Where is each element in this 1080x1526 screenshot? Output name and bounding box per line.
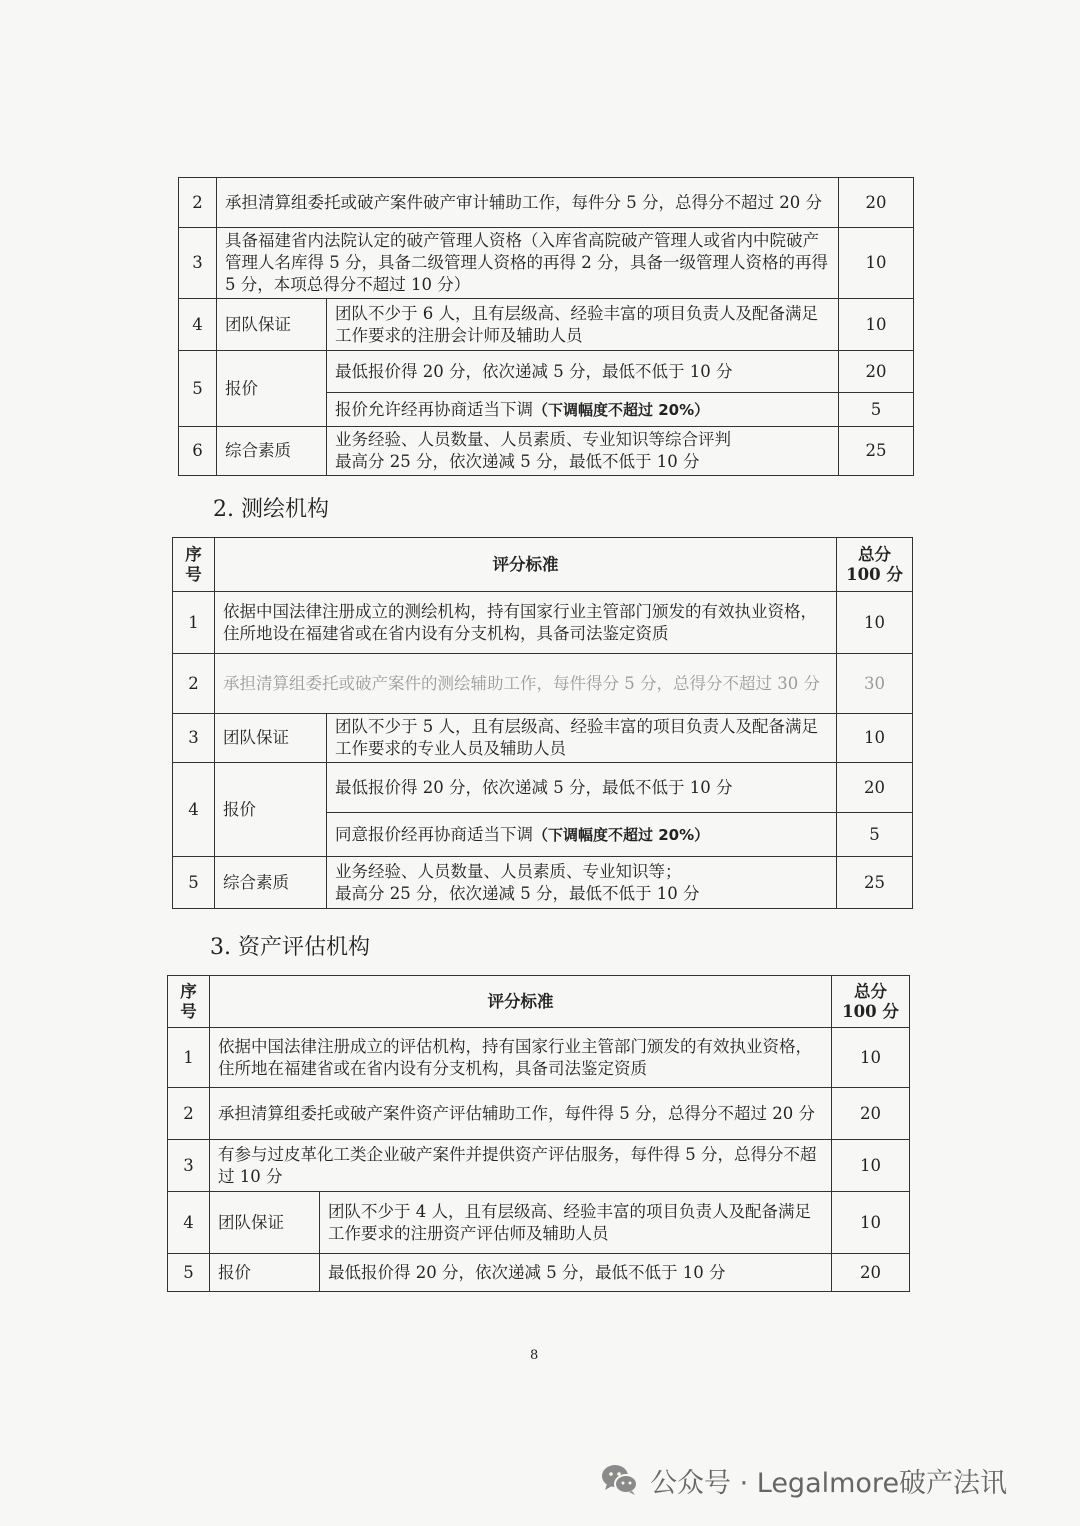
category-cell: 报价 xyxy=(210,1254,320,1292)
score-cell: 25 xyxy=(837,857,913,909)
score-cell: 10 xyxy=(837,714,913,763)
row-number: 1 xyxy=(168,1028,210,1088)
header-criteria: 评分标准 xyxy=(215,538,837,592)
table-row xyxy=(173,763,913,813)
criteria-cell: 依据中国法律注册成立的测绘机构，持有国家行业主管部门颁发的有效执业资格，住所地设在福建省或在省内设有分支机构，具备司法鉴定资质 xyxy=(215,592,837,654)
row-number: 2 xyxy=(173,654,215,714)
row-number: 4 xyxy=(173,763,215,857)
score-cell: 30 xyxy=(837,654,913,714)
criteria-cell: 团队不少于 5 人，且有层级高、经验丰富的项目负责人及配备满足工作要求的专业人员及辅助人员 xyxy=(327,714,837,763)
table-row xyxy=(179,228,914,299)
surveying-scoring-table xyxy=(172,537,913,909)
criteria-emphasis: （下调幅度不超过 20%） xyxy=(533,825,710,844)
header-number: 序 号 xyxy=(173,538,215,592)
row-number: 5 xyxy=(168,1254,210,1292)
criteria-text: 报价允许经再协商适当下调 xyxy=(335,399,533,419)
wechat-icon xyxy=(600,1463,640,1497)
watermark-text: 公众号 · Legalmore破产法讯 xyxy=(650,1467,1008,1499)
category-cell: 团队保证 xyxy=(215,714,327,763)
criteria-line: 最高分 25 分，依次递减 5 分，最低不低于 10 分 xyxy=(335,883,700,903)
criteria-cell: 最低报价得 20 分，依次递减 5 分，最低不低于 10 分 xyxy=(320,1254,832,1292)
row-number: 5 xyxy=(173,857,215,909)
table-row xyxy=(168,1088,910,1140)
criteria-cell: 具备福建省内法院认定的破产管理人资格（入库省高院破产管理人或省内中院破产管理人名库得 5 分，具备二级管理人资格的再得 2 分，具备一级管理人资格的再得 5 分，本项总得分不超过 10 分） xyxy=(217,228,839,299)
criteria-emphasis: （下调幅度不超过 20%） xyxy=(533,400,710,419)
row-number: 5 xyxy=(179,351,217,427)
criteria-text: 同意报价经再协商适当下调 xyxy=(335,824,533,844)
category-cell: 报价 xyxy=(215,763,327,857)
header-criteria: 评分标准 xyxy=(210,976,832,1028)
table-row xyxy=(173,857,913,909)
score-cell: 20 xyxy=(832,1254,910,1292)
table-header-row xyxy=(173,538,913,592)
table-row xyxy=(173,592,913,654)
score-cell: 10 xyxy=(832,1140,910,1192)
criteria-cell: 最低报价得 20 分，依次递减 5 分，最低不低于 10 分 xyxy=(327,351,839,393)
row-number: 2 xyxy=(168,1088,210,1140)
score-cell: 10 xyxy=(839,228,914,299)
criteria-cell: 有参与过皮革化工类企业破产案件并提供资产评估服务，每件得 5 分，总得分不超过 10 分 xyxy=(210,1140,832,1192)
table-row xyxy=(179,351,914,393)
row-number: 4 xyxy=(179,299,217,351)
header-number: 序 号 xyxy=(168,976,210,1028)
section-title-asset-appraisal: 3. 资产评估机构 xyxy=(210,935,370,960)
table-header-row xyxy=(168,976,910,1028)
criteria-cell: 承担清算组委托或破产案件的测绘辅助工作，每件得分 5 分，总得分不超过 30 分 xyxy=(215,654,837,714)
table-row xyxy=(173,714,913,763)
table-row xyxy=(168,1192,910,1254)
score-cell: 10 xyxy=(832,1028,910,1088)
criteria-cell: 承担清算组委托或破产案件资产评估辅助工作，每件得 5 分，总得分不超过 20 分 xyxy=(210,1088,832,1140)
row-number: 6 xyxy=(179,427,217,476)
criteria-cell xyxy=(327,857,837,909)
criteria-cell xyxy=(327,813,837,857)
category-cell: 团队保证 xyxy=(217,299,327,351)
table-row xyxy=(179,299,914,351)
score-cell: 5 xyxy=(839,393,914,427)
appraisal-scoring-table xyxy=(167,975,910,1292)
criteria-line: 业务经验、人员数量、人员素质、专业知识等； xyxy=(335,861,682,881)
score-cell: 20 xyxy=(839,178,914,228)
header-score: 总分 100 分 xyxy=(837,538,913,592)
row-number: 4 xyxy=(168,1192,210,1254)
score-cell: 20 xyxy=(837,763,913,813)
table-row xyxy=(173,654,913,714)
criteria-cell: 团队不少于 6 人，且有层级高、经验丰富的项目负责人及配备满足工作要求的注册会计师及辅助人员 xyxy=(327,299,839,351)
page-number: 8 xyxy=(530,1348,539,1363)
row-number: 3 xyxy=(179,228,217,299)
category-cell: 报价 xyxy=(217,351,327,427)
table-row xyxy=(168,1254,910,1292)
criteria-cell: 最低报价得 20 分，依次递减 5 分，最低不低于 10 分 xyxy=(327,763,837,813)
criteria-cell: 团队不少于 4 人，且有层级高、经验丰富的项目负责人及配备满足工作要求的注册资产评估师及辅助人员 xyxy=(320,1192,832,1254)
table-row xyxy=(168,1028,910,1088)
score-cell: 20 xyxy=(839,351,914,393)
category-cell: 综合素质 xyxy=(217,427,327,476)
section-title-surveying: 2. 测绘机构 xyxy=(213,497,329,522)
header-score: 总分 100 分 xyxy=(832,976,910,1028)
score-cell: 10 xyxy=(839,299,914,351)
score-cell: 5 xyxy=(837,813,913,857)
table-row xyxy=(179,427,914,476)
score-cell: 25 xyxy=(839,427,914,476)
row-number: 3 xyxy=(173,714,215,763)
score-cell: 10 xyxy=(837,592,913,654)
category-cell: 团队保证 xyxy=(210,1192,320,1254)
criteria-line: 业务经验、人员数量、人员素质、专业知识等综合评判 xyxy=(335,430,731,449)
criteria-line: 最高分 25 分，依次递减 5 分，最低不低于 10 分 xyxy=(335,452,700,471)
row-number: 2 xyxy=(179,178,217,228)
row-number: 3 xyxy=(168,1140,210,1192)
criteria-cell: 依据中国法律注册成立的评估机构，持有国家行业主管部门颁发的有效执业资格，住所地在福建省或在省内设有分支机构，具备司法鉴定资质 xyxy=(210,1028,832,1088)
audit-scoring-table xyxy=(178,177,914,476)
table-row xyxy=(168,1140,910,1192)
criteria-cell: 承担清算组委托或破产案件破产审计辅助工作，每件分 5 分，总得分不超过 20 分 xyxy=(217,178,839,228)
category-cell: 综合素质 xyxy=(215,857,327,909)
criteria-cell xyxy=(327,393,839,427)
score-cell: 10 xyxy=(832,1192,910,1254)
row-number: 1 xyxy=(173,592,215,654)
table-row xyxy=(179,178,914,228)
watermark xyxy=(600,1458,1007,1502)
score-cell: 20 xyxy=(832,1088,910,1140)
criteria-cell xyxy=(327,427,839,476)
